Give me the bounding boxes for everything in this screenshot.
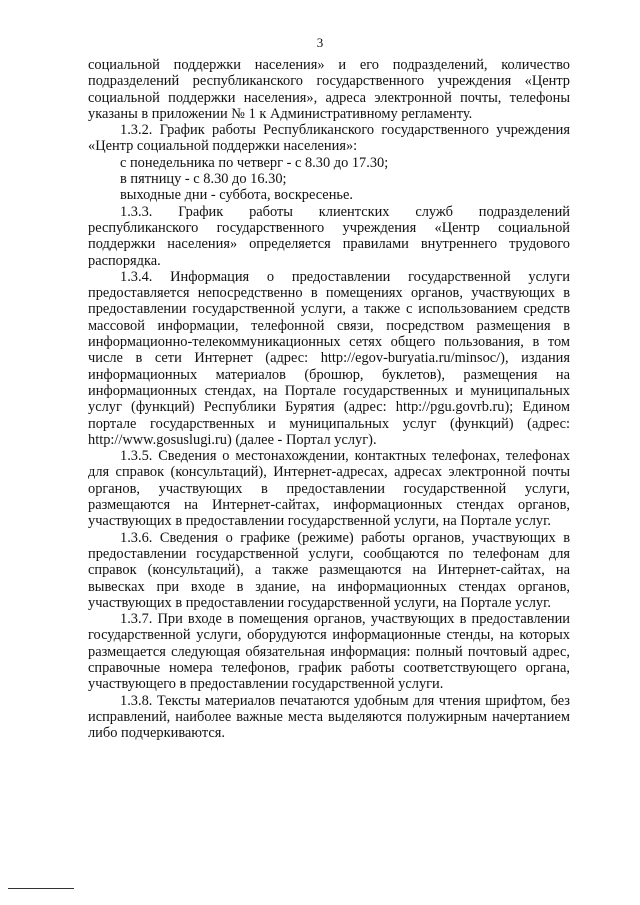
paragraph-1-3-8: 1.3.8. Тексты материалов печатаются удобным для чтения шрифтом, без исправлений, наиболее важные места выделяются полужирным начертанием либо подчеркиваются. [88, 692, 570, 742]
document-body [88, 57, 570, 741]
footnote-separator-line [8, 888, 74, 889]
schedule-weekend-line: выходные дни - суббота, воскресенье. [120, 187, 353, 204]
schedule-friday-line: в пятницу - с 8.30 до 16.30; [120, 171, 287, 188]
paragraph-continuation: социальной поддержки населения» и его подразделений, количество подразделений республиканского государственного учреждения «Центр социальной поддержки населения», адреса электронной почты, телефоны указаны в приложении № 1 к Административному регламенту. [88, 57, 570, 122]
paragraph-1-3-5: 1.3.5. Сведения о местонахождении, контактных телефонах, телефонах для справок (консультаций), Интернет-адресах, адресах электронной почты органов, участвующих в предоставлении государственной услуги, размещаются на Интернет-сайтах, информационных стендах органов, участвующих в предоставлении государственной услуги, на Портале услуг. [88, 448, 570, 530]
paragraph-1-3-4: 1.3.4. Информация о предоставлении государственной услуги предоставляется непосредственно в помещениях органов, участвующих в предоставлении государственной услуги, а также с использованием средств массовой информации, телефонной связи, посредством размещения в информационно-телекоммуникационных сетях общего пользования, в том числе в сети Интернет (адрес: http://egov-buryatia.ru/minsoc/), издания информационных материалов (брошюр, буклетов), размещения на информационных стендах, на Портале государственных и муниципальных услуг (функций) Республики Бурятия (адрес: http://pgu.govrb.ru); Едином портале государственных и муниципальных услуг (функций) (адрес: http://www.gosuslugi.ru) (далее - Портал услуг). [88, 268, 570, 448]
page-number: 3 [316, 35, 324, 50]
schedule-weekdays-line: с понедельника по четверг - с 8.30 до 17.30; [120, 154, 389, 171]
paragraph-1-3-7: 1.3.7. При входе в помещения органов, участвующих в предоставлении государственной услуги, оборудуются информационные стенды, на которых размещается следующая обязательная информация: полный почтовый адрес, справочные номера телефонов, график работы соответствующего органа, участвующего в предоставлении государственной услуги. [88, 611, 570, 693]
paragraph-1-3-3: 1.3.3. График работы клиентских служб подразделений республиканского государственного учреждения «Центр социальной поддержки населения» определяется правилами внутреннего трудового распорядка. [88, 203, 570, 269]
paragraph-1-3-6: 1.3.6. Сведения о графике (режиме) работы органов, участвующих в предоставлении государственной услуги, сообщаются по телефонам для справок (консультаций), а также размещаются на Интернет-сайтах, на вывесках при входе в здание, на информационных стендах органов, участвующих в предоставлении государственной услуги, на Портале услуг. [88, 529, 570, 611]
paragraph-1-3-2: 1.3.2. График работы Республиканского государственного учреждения «Центр социальной поддержки населения»: [88, 122, 570, 155]
